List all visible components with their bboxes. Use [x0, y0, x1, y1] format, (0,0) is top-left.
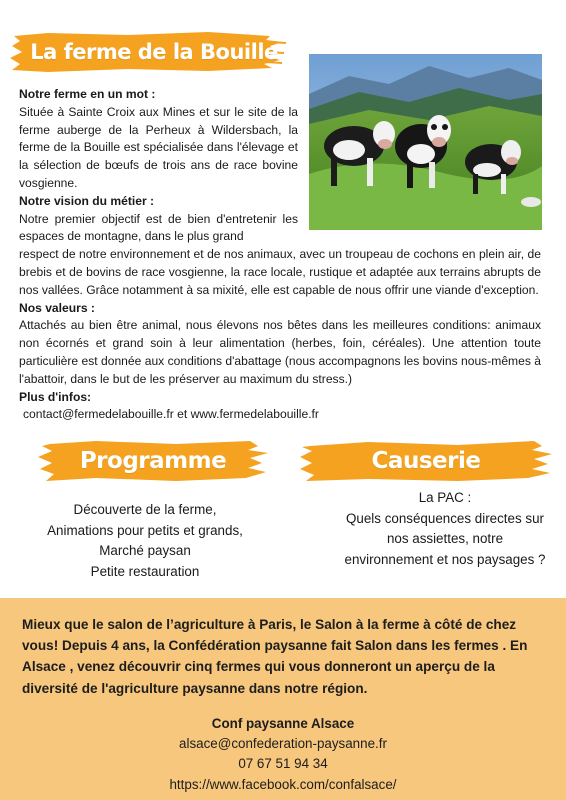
footer-contacts — [0, 714, 566, 795]
phone-number[interactable]: 07 67 51 94 34 — [238, 756, 328, 772]
farm-description — [19, 86, 541, 424]
paragraph: Située à Sainte Croix aux Mines et sur le site de la ferme auberge de la Perheux à Wildersbach, la ferme de la Bouille est spécialisée dans l'élevage et la sélection de bœufs de trois ans de race bovine vosgienne. — [19, 104, 298, 190]
list-item: Marché paysan — [99, 543, 191, 558]
contact-links[interactable]: contact@fermedelabouille.fr et www.fermedelabouille.fr — [23, 407, 319, 422]
organisation-name: Conf paysanne Alsace — [211, 716, 355, 731]
paragraph: Notre premier objectif est de bien d'entretenir les espaces de montagne, dans le plus grand — [19, 211, 298, 244]
programme-title: Programme — [79, 448, 227, 474]
page-title: La ferme de la Bouille — [30, 40, 278, 64]
facebook-link[interactable]: https://www.facebook.com/confalsace/ — [169, 776, 397, 792]
causerie-line: environnement et nos paysages ? — [344, 551, 546, 567]
paragraph: respect de notre environnement et de nos animaux, avec un troupeau de cochons en plein air, de brebis et de bovins de race vosgienne, la race locale, rustique et adaptée aux terrains abrupts de nos vallées. Grâce notamment à sa mixité, elle est capable de nous offrir une viande d'exception. — [19, 247, 541, 297]
section-heading: Plus d'infos: — [19, 389, 92, 404]
section-heading: Notre vision du métier : — [19, 193, 155, 208]
causerie-line: La PAC : — [418, 490, 472, 505]
list-item: Petite restauration — [90, 563, 200, 579]
footer-lead-text: Mieux que le salon de l’agriculture à Paris, le Salon à la ferme à côté de chez vous! Depuis 4 ans, la Confédération paysanne fait Salon dans les fermes . En Alsace , venez découvrir cinq fermes qui vous donneront un aperçu de la diversité de l'agriculture paysanne dans notre région. — [22, 617, 528, 696]
list-item: Animations pour petits et grands, — [47, 522, 243, 538]
causerie-text — [325, 488, 565, 570]
causerie-banner — [298, 438, 554, 484]
programme-banner — [36, 438, 270, 484]
causerie-line: nos assiettes, notre — [386, 531, 504, 546]
section-heading: Notre ferme en un mot : — [19, 87, 156, 101]
list-item: Découverte de la ferme, — [73, 502, 217, 517]
causerie-line: Quels conséquences directes sur — [346, 510, 544, 526]
programme-list — [20, 500, 270, 582]
footer-panel — [0, 598, 566, 800]
title-banner — [8, 30, 288, 74]
causerie-title: Causerie — [371, 448, 481, 474]
section-heading: Nos valeurs : — [19, 300, 95, 315]
email-link[interactable]: alsace@confederation-paysanne.fr — [179, 736, 387, 752]
paragraph: Attachés au bien être animal, nous élevons nos bêtes dans les meilleures conditions: animaux non écornés et grand soin à leur alimentation (herbes, foin, céréales). Une attention toute particulière est donnée aux conditions d'abattage (nous accompagnons les bovins nous-mêmes à l'abattoir, dans le but de les préserver au maximum du stress.) — [19, 318, 541, 386]
